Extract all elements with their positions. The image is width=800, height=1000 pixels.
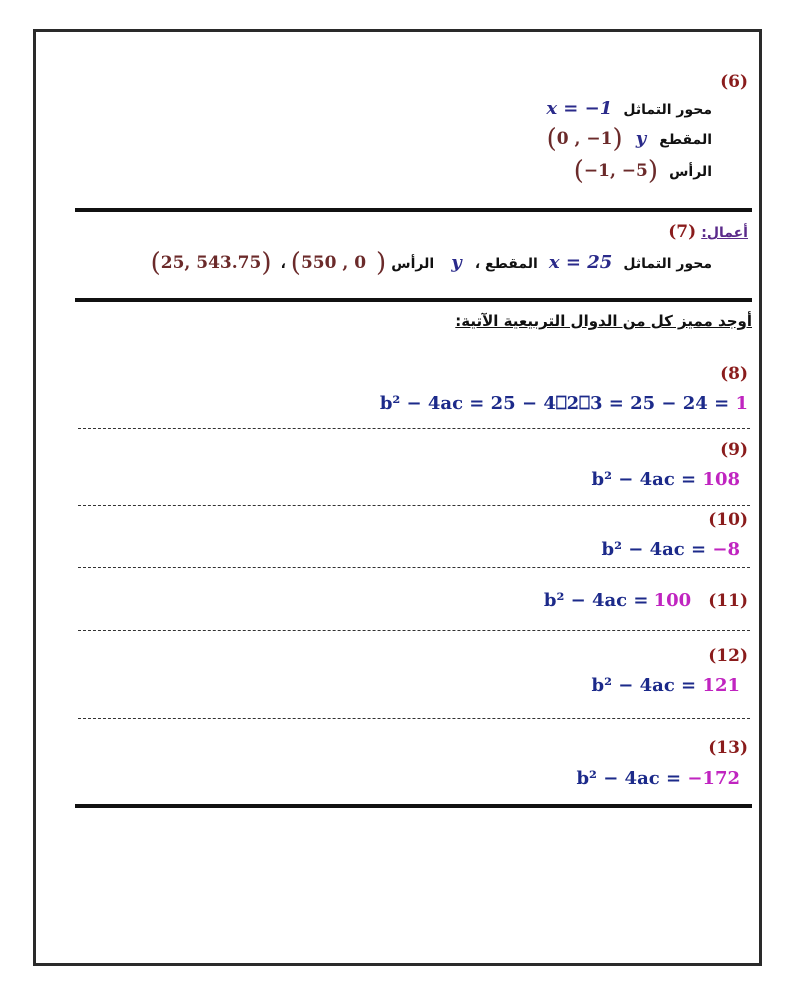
s7-answer-line: [151, 248, 712, 278]
s6-vertex-label: الرأس: [669, 164, 712, 180]
problem-12-value: 121: [702, 675, 740, 696]
s7-intercept-open-paren: (: [376, 248, 387, 278]
problem-10-line: [602, 539, 740, 560]
problem-13-value: −172: [687, 768, 740, 789]
problem-11-number: (11): [708, 591, 748, 611]
problem-8-formula: b² − 4ac = 25 − 4⎕2⎕3 = 25 − 24 =: [379, 393, 730, 414]
s7-axis-label: محور التماثل: [623, 256, 712, 272]
s6-vertex-value: −1, −5: [583, 161, 648, 181]
s7-intercept-value: 0 , 550: [300, 253, 367, 273]
dashed-separator: [78, 505, 750, 506]
s6-intercept-var: y: [635, 128, 647, 149]
problem-10-value: −8: [712, 539, 740, 560]
problem-11-value: 100: [653, 590, 692, 611]
s6-intercept-label: المقطع: [659, 132, 712, 148]
s7-header: [664, 222, 748, 242]
s6-axis-value: x = −1: [546, 98, 613, 119]
dashed-separator: [78, 630, 750, 631]
section-divider-1: [75, 208, 752, 212]
section-7-number: (7): [668, 222, 697, 242]
problem-9-formula: b² − 4ac =: [591, 469, 697, 490]
s6-intercept-open-paren: (: [546, 124, 557, 154]
dashed-separator: [78, 718, 750, 719]
s6-vertex-close-paren: ): [647, 156, 659, 186]
problem-9-number: (9): [720, 440, 748, 460]
dashed-separator: [78, 428, 750, 429]
s6-vertex-line: [574, 156, 712, 186]
s7-vertex-label: ، الرأس: [280, 256, 435, 272]
problem-13-number: (13): [708, 738, 748, 758]
s6-axis-line: [546, 98, 712, 119]
problem-12-line: [592, 675, 740, 696]
s6-vertex-open-paren: (: [573, 156, 584, 186]
problem-11-formula: b² − 4ac =: [543, 590, 649, 611]
problem-10-formula: b² − 4ac =: [601, 539, 707, 560]
problem-8-number: (8): [720, 364, 748, 384]
dashed-separator: [78, 567, 750, 568]
problem-12-number: (12): [708, 646, 748, 666]
s6-axis-label: محور التماثل: [623, 102, 712, 118]
problem-13-line: [576, 768, 740, 789]
s7-intercept-close-paren: ): [290, 248, 301, 278]
problem-11-line: [544, 590, 748, 611]
s6-intercept-close-paren: ): [612, 124, 623, 154]
section-divider-2: [75, 298, 752, 302]
s7-vertex-value: 25, 543.75: [160, 253, 262, 273]
problem-8-line: [380, 393, 748, 414]
s7-axis-value: x = 25: [548, 252, 613, 273]
s7-heading: أعمال:: [701, 225, 748, 241]
s7-vertex-close-paren: ): [261, 248, 272, 278]
problem-12-formula: b² − 4ac =: [591, 675, 697, 696]
problem-9-value: 108: [702, 469, 740, 490]
s7-intercept-var: y: [451, 252, 462, 273]
s6-intercept-line: [547, 124, 712, 154]
s7-intercept-label: ، المقطع: [474, 256, 538, 272]
problem-13-formula: b² − 4ac =: [576, 768, 682, 789]
section-divider-3: [75, 804, 752, 808]
problem-10-number: (10): [708, 510, 748, 530]
s7-vertex-open-paren: (: [150, 248, 161, 278]
problem-9-line: [592, 469, 740, 490]
section-6-number: (6): [720, 72, 748, 92]
s6-intercept-value: 0 , −1: [556, 129, 613, 149]
instruction-heading: أوجد مميز كل من الدوال التربيعية الآتية:: [455, 312, 752, 330]
problem-8-value: 1: [735, 393, 748, 414]
